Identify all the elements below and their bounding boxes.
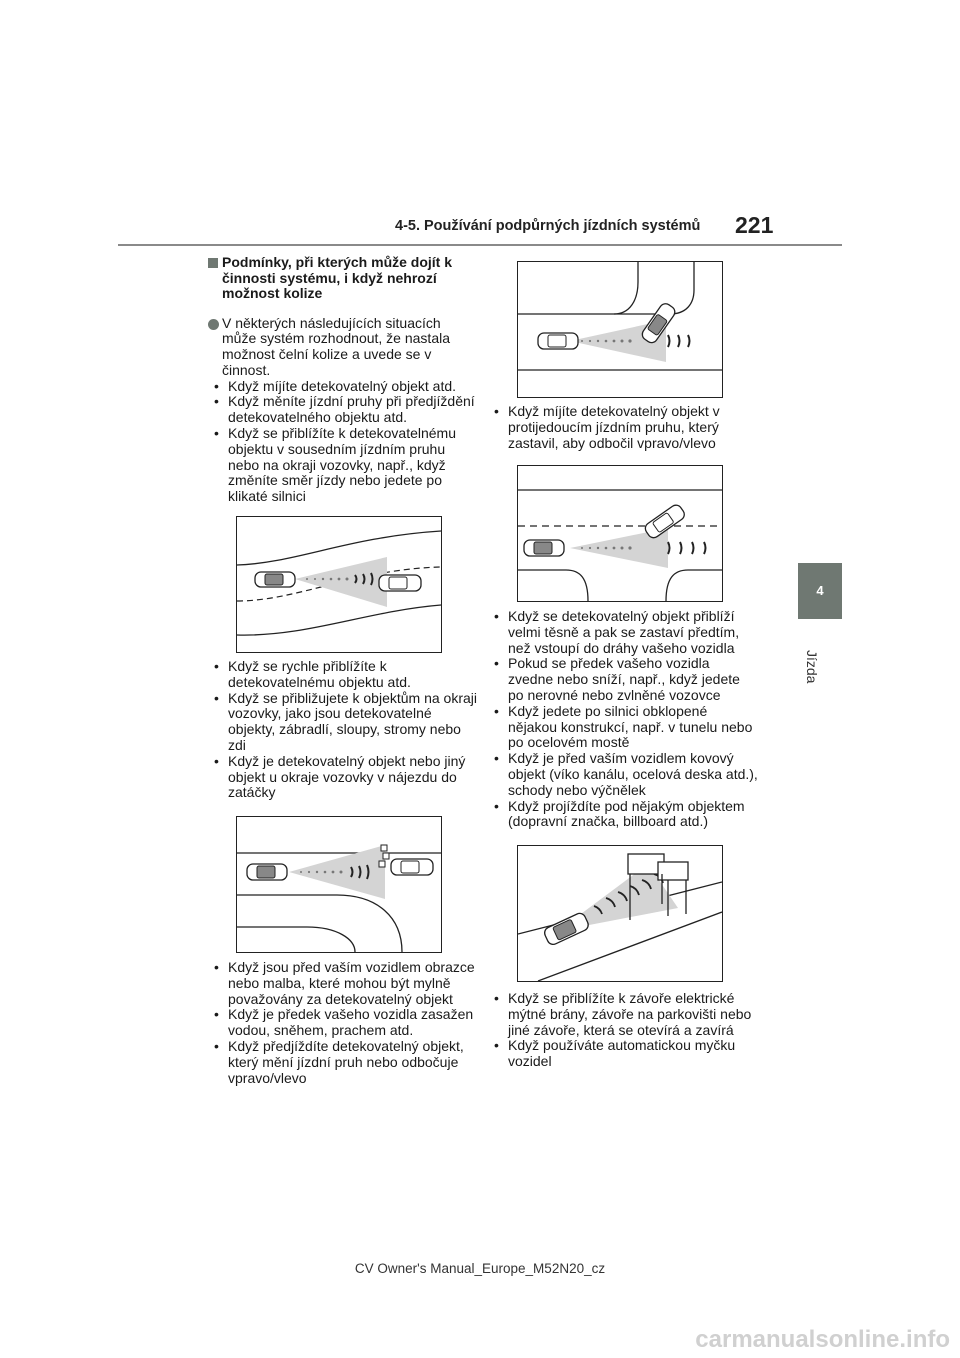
list-item: • Když projíždíte pod nějakým objektem (dopravní značka, billboard atd.) — [488, 799, 758, 831]
list-item: • Když jsou před vaším vozidlem obrazce nebo malba, které mohou být mylně považovány za detekovatelný objekt — [208, 960, 478, 1007]
curve-illustration — [237, 817, 441, 952]
bullet-list — [488, 991, 758, 1070]
bullet-list — [208, 960, 478, 1086]
right-column-block-2 — [488, 609, 758, 830]
own-car-icon — [255, 572, 295, 587]
right-column-block-3 — [488, 991, 758, 1070]
overhead-sign-illustration — [518, 846, 722, 981]
square-bullet-icon — [208, 258, 218, 268]
own-car-icon — [543, 911, 590, 946]
winding-road-illustration — [237, 517, 441, 652]
list-item: • Když se přiblížíte k závoře elektrické mýtné brány, závoře na parkovišti nebo jiné závoře, která se otevírá a zavírá — [488, 991, 758, 1038]
list-item: • Když používáte automatickou myčku vozidel — [488, 1038, 758, 1070]
section-title: 4-5. Používání podpůrných jízdních systémů — [395, 218, 701, 234]
figure-curve-entry — [236, 816, 442, 953]
own-car-icon — [538, 333, 578, 349]
heading-text: Podmínky, při kterých může dojít k činnosti systému, i když nehrozí možnost kolize — [222, 254, 453, 301]
left-column-block-2 — [208, 659, 478, 801]
list-item: • Když se detekovatelný objekt přiblíží velmi těsně a pak se zastaví předtím, než vstoupí do dráhy vašeho vozidla — [488, 609, 758, 656]
list-item: • Když míjíte detekovatelný objekt atd. — [208, 379, 478, 395]
figure-oncoming-stopped — [517, 465, 723, 602]
watermark-logo: carmanualsonline.info — [695, 1326, 950, 1353]
list-item: • Když se přibližujete k objektům na okraji vozovky, jako jsou detekovatelné objekty, zábradlí, sloupy, stromy nebo zdi — [208, 691, 478, 754]
bullet-list — [488, 404, 758, 451]
bullet-list — [488, 609, 758, 830]
list-item: • Pokud se předek vašeho vozidla zvedne nebo sníží, např., když jedete po nerovné nebo zvlněné vozovce — [488, 656, 758, 703]
circle-bullet-icon — [208, 319, 219, 330]
left-column-block-3 — [208, 960, 478, 1086]
footer-text: CV Owner's Manual_Europe_M52N20_cz — [354, 1261, 606, 1276]
own-car-icon — [524, 540, 564, 556]
chapter-label: Jízda — [804, 650, 820, 684]
list-item: • Když měníte jízdní pruhy při předjíždění detekovatelného objektu atd. — [208, 394, 478, 426]
bullet-list — [208, 379, 478, 505]
intro-paragraph — [208, 316, 478, 379]
list-item: • Když předjíždíte detekovatelný objekt, který mění jízdní pruh nebo odbočuje vpravo/vlevo — [208, 1039, 478, 1086]
right-column-block-1 — [488, 404, 758, 451]
header-divider — [118, 244, 842, 246]
figure-intersection-turning — [517, 261, 723, 398]
list-item: • Když je detekovatelný objekt nebo jiný objekt u okraje vozovky v nájezdu do zatáčky — [208, 754, 478, 801]
section-heading — [208, 255, 478, 302]
target-car-icon — [391, 859, 433, 875]
list-item: • Když se přiblížíte k detekovatelnému objektu v sousedním jízdním pruhu nebo na okraji vozovky, např., když změníte směr jízdy nebo jedete po klikaté silnici — [208, 426, 478, 505]
figure-overhead-sign — [517, 845, 723, 982]
own-car-icon — [247, 864, 287, 880]
bullet-list — [208, 659, 478, 801]
list-item: • Když je předek vašeho vozidla zasažen vodou, sněhem, prachem atd. — [208, 1007, 478, 1039]
intersection-illustration — [518, 262, 722, 397]
oncoming-lane-illustration — [518, 466, 722, 601]
list-item: • Když se rychle přiblížíte k detekovatelnému objektu atd. — [208, 659, 478, 691]
chapter-tab[interactable]: 4 — [798, 563, 842, 619]
list-item: • Když je před vaším vozidlem kovový objekt (víko kanálu, ocelová deska atd.), schody nebo výčnělek — [488, 751, 758, 798]
list-item: • Když jedete po silnici obklopené nějakou konstrukcí, např. v tunelu nebo po ocelovém mostě — [488, 704, 758, 751]
target-car-icon — [379, 575, 421, 591]
page-number: 221 — [735, 212, 774, 238]
figure-winding-road — [236, 516, 442, 653]
list-item: • Když míjíte detekovatelný objekt v protijedoucím jízdním pruhu, který zastavil, aby odbočil vpravo/vlevo — [488, 404, 758, 451]
intro-text: V některých následujících situacích může systém rozhodnout, že nastala možnost čelní kolize a uvede se v činnost. — [222, 314, 451, 378]
left-column — [208, 255, 478, 505]
